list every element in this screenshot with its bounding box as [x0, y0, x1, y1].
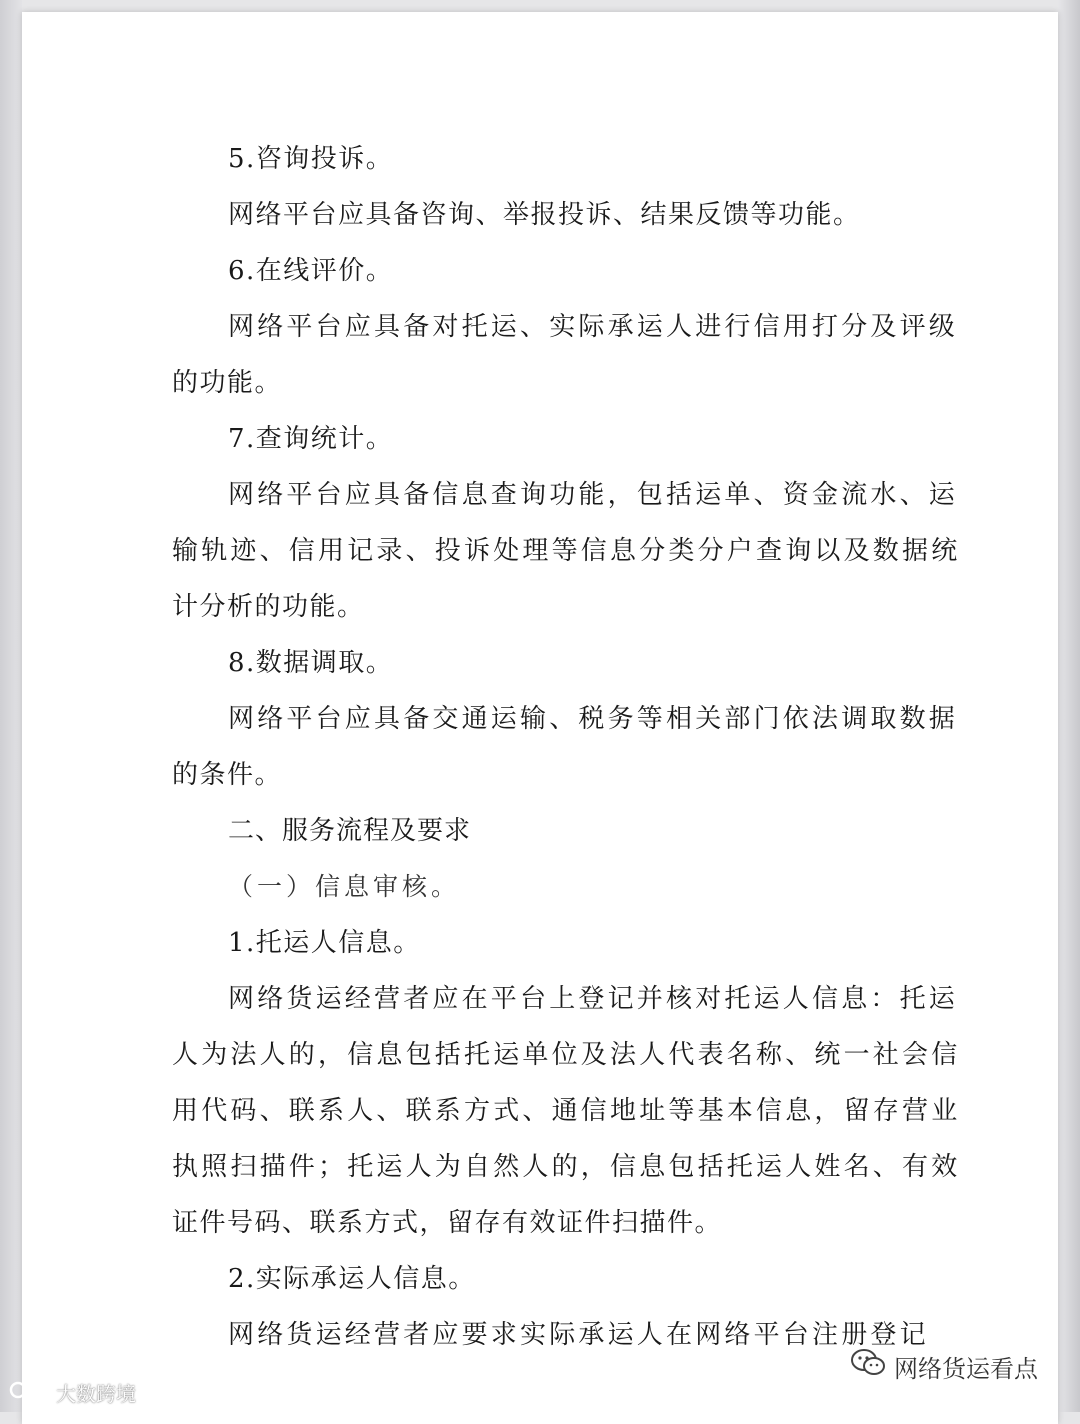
paragraph-line: 的功能。 — [172, 368, 283, 398]
paragraph-line: 网络平台应具备对托运、实际承运人进行信用打分及评级 — [228, 312, 959, 342]
paragraph-line: 的条件。 — [172, 760, 283, 790]
wechat-icon — [850, 1348, 886, 1384]
left-background-edge — [0, 0, 22, 1412]
watermark-right-text: 网络货运看点 — [894, 1354, 1038, 1383]
paragraph-line: 网络平台应具备交通运输、税务等相关部门依法调取数据 — [228, 704, 959, 734]
paragraph-line: 输轨迹、信用记录、投诉处理等信息分类分户查询以及数据统 — [172, 536, 961, 566]
section-heading-5: 5.咨询投诉。 — [228, 144, 394, 174]
paragraph-line: 网络平台应具备信息查询功能，包括运单、资金流水、运 — [228, 480, 959, 510]
document-page — [22, 12, 1058, 1424]
section-heading-8: 8.数据调取。 — [228, 648, 394, 678]
watermark-right — [850, 1348, 1038, 1384]
section-heading-6: 6.在线评价。 — [228, 256, 394, 286]
paragraph-line: 执照扫描件；托运人为自然人的，信息包括托运人姓名、有效 — [172, 1152, 961, 1182]
right-background-edge — [1058, 0, 1080, 1412]
paragraph-line: 人为法人的，信息包括托运单位及法人代表名称、统一社会信 — [172, 1040, 961, 1070]
chapter-heading: 二、服务流程及要求 — [228, 816, 472, 846]
paragraph-line: 网络平台应具备咨询、举报投诉、结果反馈等功能。 — [228, 200, 861, 230]
paragraph-line: 计分析的功能。 — [172, 592, 365, 622]
section-heading-7: 7.查询统计。 — [228, 424, 394, 454]
watermark-left-text: 大数跨境 — [56, 1382, 136, 1406]
section-heading-2: 2.实际承运人信息。 — [228, 1264, 476, 1294]
paragraph-line: 用代码、联系人、联系方式、通信地址等基本信息，留存营业 — [172, 1096, 961, 1126]
watermark-logo-icon — [8, 1379, 52, 1406]
paragraph-line: 网络货运经营者应在平台上登记并核对托运人信息：托运 — [228, 984, 959, 1014]
paragraph-line: 证件号码、联系方式，留存有效证件扫描件。 — [172, 1208, 723, 1238]
section-heading-1: 1.托运人信息。 — [228, 928, 421, 958]
paragraph-line: 网络货运经营者应要求实际承运人在网络平台注册登记 — [228, 1320, 929, 1350]
watermark-left — [8, 1378, 136, 1407]
subsection-heading: （一）信息审核。 — [228, 872, 461, 901]
